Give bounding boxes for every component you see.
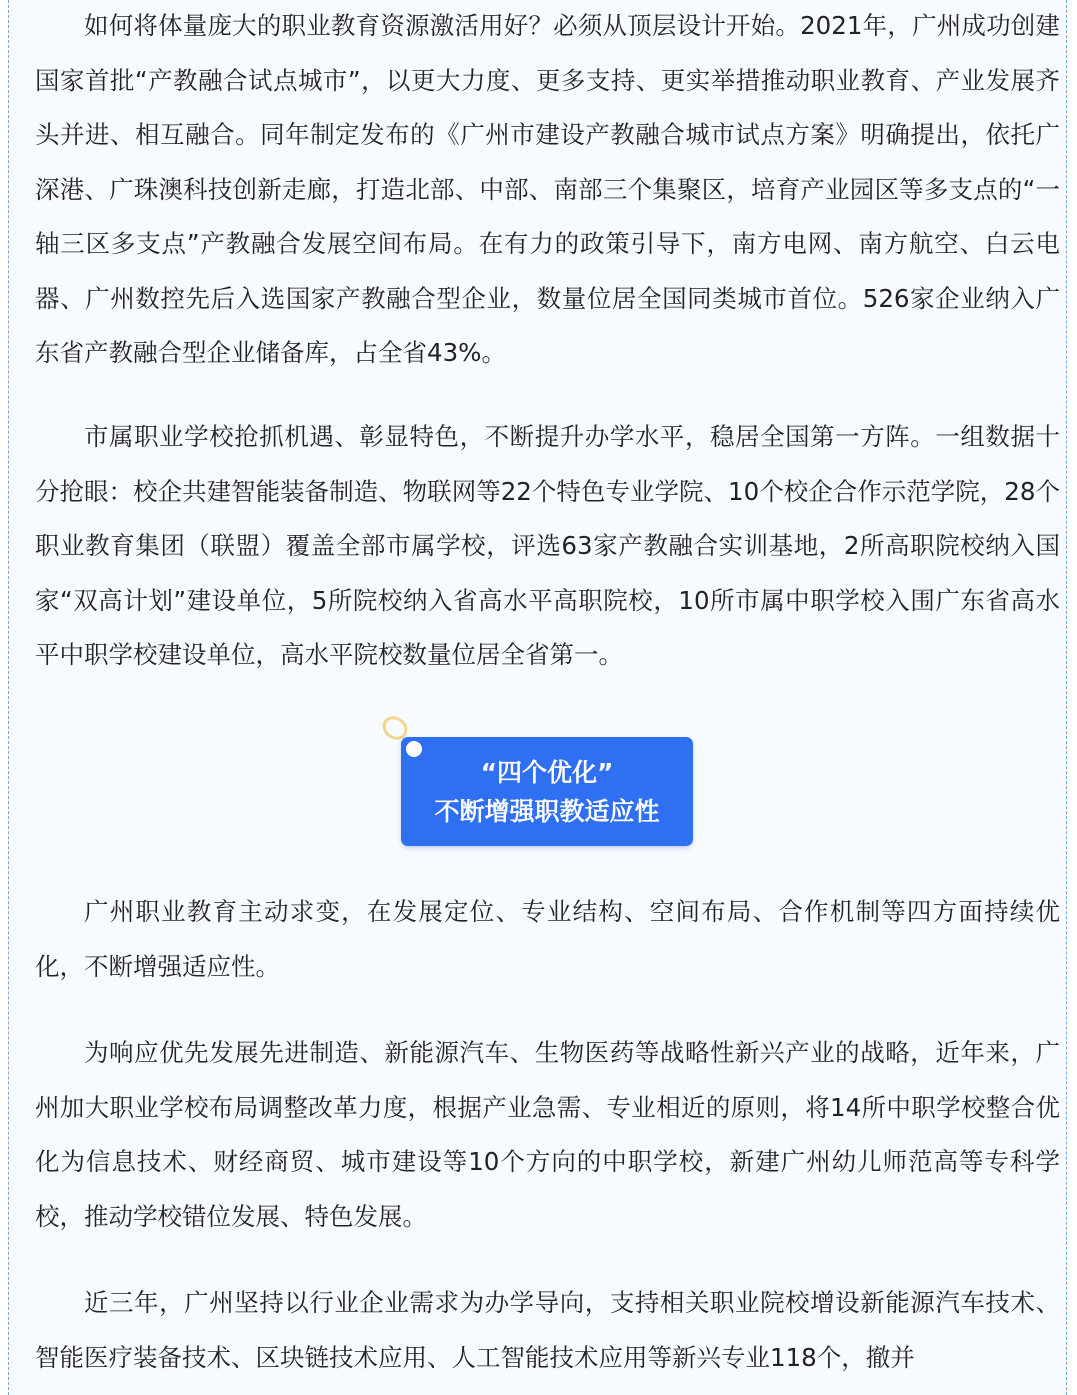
section-heading-box bbox=[401, 737, 693, 846]
pin-dot-decoration bbox=[406, 741, 422, 757]
paragraph-new-majors: 近三年，广州坚持以行业企业需求为办学导向，支持相关职业院校增设新能源汽车技术、智能医疗装备技术、区块链技术应用、人工智能技术应用等新兴专业118个，撤并 bbox=[35, 1288, 1060, 1372]
section-heading-line2: 不断增强职教适应性 bbox=[434, 797, 660, 826]
paragraph-school-restructuring: 为响应优先发展先进制造、新能源汽车、生物医药等战略性新兴产业的战略，近年来，广州加大职业学校布局调整改革力度，根据产业急需、专业相近的原则，将14所中职学校整合优化为信息技术、财经商贸、城市建设等10个方向的中职学校，新建广州幼儿师范高等专科学校，推动学校错位发展、特色发展。 bbox=[35, 1038, 1060, 1231]
section-heading-line1: “四个优化” bbox=[480, 758, 614, 787]
section-heading bbox=[381, 716, 701, 851]
article-frame bbox=[8, 0, 1067, 1395]
paragraph-policy: 如何将体量庞大的职业教育资源激活用好？必须从顶层设计开始。2021年，广州成功创建国家首批“产教融合试点城市”，以更大力度、更多支持、更实举措推动职业教育、产业发展齐头并进、相互融合。同年制定发布的《广州市建设产教融合城市试点方案》明确提出，依托广深港、广珠澳科技创新走廊，打造北部、中部、南部三个集聚区，培育产业园区等多支点的“一轴三区多支点”产教融合发展空间布局。在有力的政策引导下，南方电网、南方航空、白云电器、广州数控先后入选国家产教融合型企业，数量位居全国同类城市首位。526家企业纳入广东省产教融合型企业储备库，占全省43%。 bbox=[35, 11, 1060, 367]
paragraph-school-data: 市属职业学校抢抓机遇、彰显特色，不断提升办学水平，稳居全国第一方阵。一组数据十分抢眼：校企共建智能装备制造、物联网等22个特色专业学院、10个校企合作示范学院，28个职业教育集团（联盟）覆盖全部市属学校，评选63家产教融合实训基地，2所高职院校纳入国家“双高计划”建设单位，5所院校纳入省高水平高职院校，10所市属中职学校入围广东省高水平中职学校建设单位，高水平院校数量位居全省第一。 bbox=[35, 422, 1060, 669]
paragraph-four-optimizations: 广州职业教育主动求变，在发展定位、专业结构、空间布局、合作机制等四方面持续优化，不断增强适应性。 bbox=[35, 897, 1060, 981]
